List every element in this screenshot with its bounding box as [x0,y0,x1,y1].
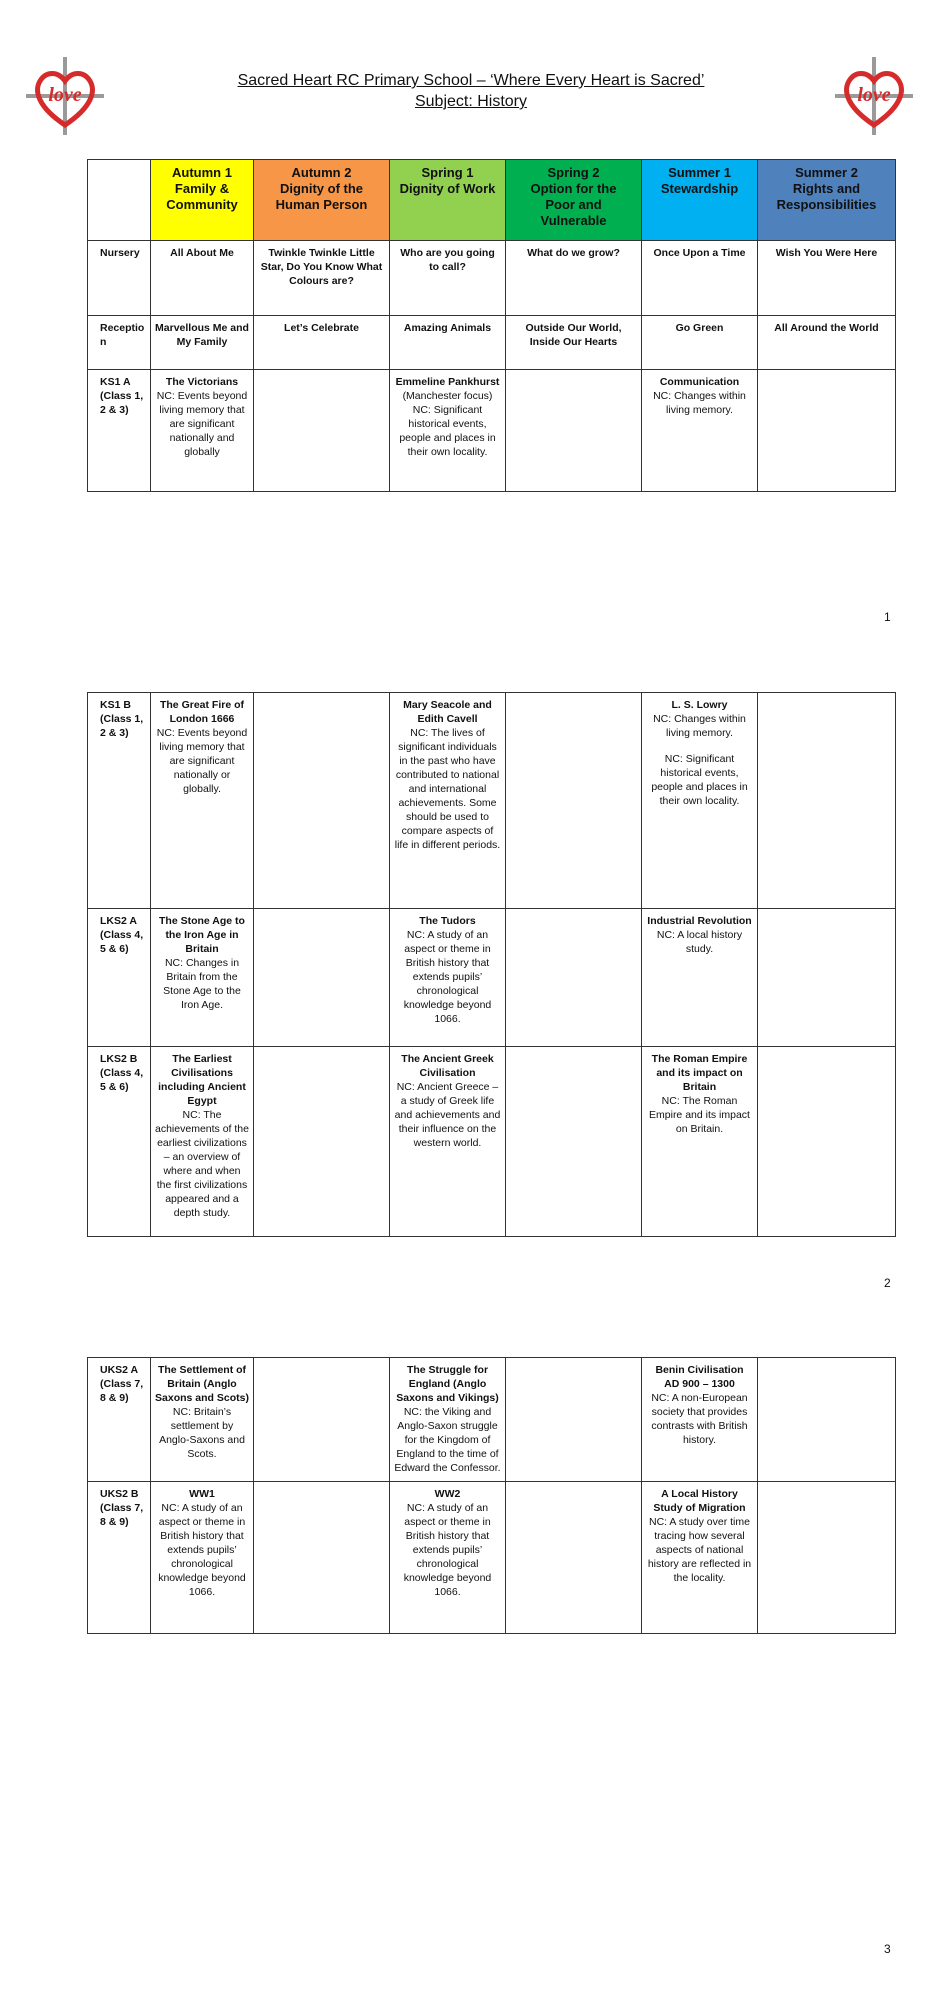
topic-title: L. S. Lowry [671,699,728,711]
column-header-line: Community [166,197,238,212]
page-number: 3 [884,1942,891,1956]
table-cell [506,316,642,370]
topic-title: What do we grow? [527,247,620,259]
column-header-line: Dignity of Work [399,181,496,196]
topic-title: Marvellous Me and My Family [155,322,249,348]
table-cell [151,693,254,909]
topic-title: Outside Our World, Inside Our Hearts [525,322,622,348]
row-label: KS1 A (Class 1, 2 & 3) [88,370,151,492]
row-label: KS1 B (Class 1, 2 & 3) [88,693,151,909]
topic-title: The Settlement of Britain (Anglo Saxons and Scots) [155,1364,249,1404]
svg-text:love: love [857,84,891,106]
table-cell [506,693,642,909]
topic-title: The Ancient Greek Civilisation [401,1053,494,1079]
column-header-line: Spring 1 [421,165,474,180]
curriculum-note: NC: Changes in Britain from the Stone Age to the Iron Age. [163,957,241,1011]
table-cell [151,241,254,316]
table-cell [506,241,642,316]
table-cell [642,1047,758,1237]
column-header-line: Dignity of the [279,181,364,196]
row-label: LKS2 A (Class 4, 5 & 6) [88,909,151,1047]
table-cell [390,1047,506,1237]
table-cell [758,1358,896,1482]
column-header-line: Autumn 2 [291,165,352,180]
table-cell [506,1047,642,1237]
curriculum-note: NC: the Viking and Anglo-Saxon struggle for the Kingdom of England to the time of Edward the Confessor. [394,1406,501,1474]
table-cell [151,1047,254,1237]
history-curriculum-table-page-3 [87,1357,896,1634]
curriculum-note: NC: A non-European society that provides contrasts with British history. [651,1392,748,1446]
table-cell [758,909,896,1047]
topic-title: Mary Seacole and Edith Cavell [403,699,492,725]
row-label: Reception [88,316,151,370]
topic-title: WW2 [434,1488,461,1500]
table-cell [254,241,390,316]
curriculum-note: NC: A study over time tracing how several aspects of national history are reflected in the locality. [647,1516,752,1584]
column-header-3 [390,160,506,241]
topic-title: Wish You Were Here [775,247,878,259]
column-header-4 [506,160,642,241]
column-header-line: Summer 2 [795,165,858,180]
curriculum-note: NC: A local history study. [656,929,743,955]
topic-title: Who are you going to call? [400,247,495,273]
table-row [88,693,896,909]
table-cell [642,693,758,909]
table-cell [254,1358,390,1482]
table-cell [254,316,390,370]
table-cell [151,316,254,370]
column-header-line: Human Person [275,197,368,212]
table-cell [642,1358,758,1482]
table-cell [642,370,758,492]
curriculum-note: NC: Events beyond living memory that are significant nationally or globally. [156,727,248,795]
table-row [88,370,896,492]
table-cell [151,370,254,492]
page-number: 1 [884,610,891,624]
topic-title: The Great Fire of London 1666 [159,699,244,725]
table-cell [254,909,390,1047]
column-header-line: Summer 1 [668,165,731,180]
curriculum-note: NC: A study of an aspect or theme in British history that extends pupils’ chronological knowledge beyond 1066. [403,1502,492,1598]
title-line-1: Sacred Heart RC Primary School – ‘Where Every Heart is Sacred’ [237,72,705,89]
topic-title: All About Me [170,247,234,259]
table-cell [642,1482,758,1634]
topic-title: Communication [659,376,740,388]
column-header-line: Rights and [792,181,861,196]
title-line-2: Subject: History [414,93,528,110]
column-header-line: Responsibilities [776,197,877,212]
curriculum-note: NC: The Roman Empire and its impact on Britain. [649,1095,750,1135]
topic-title: Emmeline Pankhurst [395,376,500,388]
table-cell [758,1047,896,1237]
topic-title: The Roman Empire and its impact on Britain [651,1053,748,1093]
column-header-line: Stewardship [660,181,739,196]
row-label: Nursery [88,241,151,316]
row-label: UKS2 B (Class 7, 8 & 9) [88,1482,151,1634]
table-cell [151,1358,254,1482]
curriculum-note: NC: Changes within living memory. [653,713,746,739]
table-cell [390,909,506,1047]
curriculum-note: NC: Changes within living memory. [653,390,746,416]
table-row [88,1482,896,1634]
table-cell [390,693,506,909]
curriculum-note: NC: Significant historical events, people and places in their own locality. [399,404,496,458]
table-cell [390,241,506,316]
table-cell [254,693,390,909]
table-cell [506,1482,642,1634]
column-header-line: Poor and [545,197,602,212]
spacer [646,740,753,752]
table-row [88,316,896,370]
topic-title: The Tudors [419,915,476,927]
curriculum-note: NC: Significant historical events, people and places in their own locality. [651,753,748,807]
curriculum-note: NC: A study of an aspect or theme in British history that extends pupils’ chronological knowledge beyond 1066. [158,1502,246,1598]
topic-title: Industrial Revolution [647,915,752,927]
column-header-2 [254,160,390,241]
topic-title: A Local History Study of Migration [653,1488,746,1514]
topic-title: The Earliest Civilisations including Ancient Egypt [158,1053,246,1107]
topic-title: The Victorians [165,376,239,388]
topic-title: Twinkle Twinkle Little Star, Do You Know What Colours are? [260,247,383,287]
curriculum-note: NC: A study of an aspect or theme in British history that extends pupils’ chronological knowledge beyond 1066. [403,929,492,1025]
topic-title: Go Green [675,322,724,334]
topic-title: The Stone Age to the Iron Age in Britain [159,915,245,955]
page-number: 2 [884,1276,891,1290]
table-cell [506,370,642,492]
table-cell [642,316,758,370]
table-cell [151,909,254,1047]
column-header-line: Option for the [530,181,617,196]
topic-subtitle: AD 900 – 1300 [664,1378,735,1390]
topic-title: Once Upon a Time [653,247,746,259]
column-header-line: Family & [174,181,230,196]
history-curriculum-table-page-1 [87,159,896,492]
curriculum-note: NC: Events beyond living memory that are significant nationally and globally [156,390,248,458]
table-cell [390,316,506,370]
table-cell [254,370,390,492]
curriculum-note: NC: Britain’s settlement by Anglo-Saxons and Scots. [159,1406,245,1460]
table-cell [254,1047,390,1237]
table-row [88,909,896,1047]
table-cell [642,241,758,316]
topic-title: All Around the World [774,322,879,334]
table-cell [758,370,896,492]
topic-title: Let’s Celebrate [284,322,359,334]
curriculum-note: NC: Ancient Greece – a study of Greek life and achievements and their influence on the western world. [394,1081,501,1149]
column-header-line: Spring 2 [547,165,600,180]
table-cell [506,1358,642,1482]
topic-title: Amazing Animals [403,322,492,334]
svg-text:love: love [48,84,82,106]
column-header-line: Autumn 1 [172,165,232,180]
column-header-6 [758,160,896,241]
row-label: UKS2 A (Class 7, 8 & 9) [88,1358,151,1482]
table-row [88,1047,896,1237]
table-row [88,241,896,316]
document-title [0,70,942,112]
table-cell [642,909,758,1047]
table-cell [758,693,896,909]
table-row [88,1358,896,1482]
curriculum-note: NC: The lives of significant individuals in the past who have contributed to national and international achievements. Some should be used to compare aspects of life in different periods. [394,727,501,851]
table-cell [758,1482,896,1634]
table-cell [390,1358,506,1482]
table-cell [758,241,896,316]
column-header-1 [151,160,254,241]
curriculum-note: (Manchester focus) [402,390,493,402]
row-label: LKS2 B (Class 4, 5 & 6) [88,1047,151,1237]
column-header-5 [642,160,758,241]
history-curriculum-table-page-2 [87,692,896,1237]
table-cell [254,1482,390,1634]
curriculum-note: NC: The achievements of the earliest civilizations – an overview of where and when the first civilizations appeared and a depth study. [155,1109,249,1219]
header-corner-cell [88,160,151,241]
topic-title: Benin Civilisation [655,1364,744,1376]
table-cell [506,909,642,1047]
table-cell [758,316,896,370]
topic-title: The Struggle for England (Anglo Saxons and Vikings) [396,1364,499,1404]
table-cell [390,370,506,492]
table-cell [151,1482,254,1634]
column-header-line: Vulnerable [540,213,607,228]
table-cell [390,1482,506,1634]
topic-title: WW1 [189,1488,215,1500]
